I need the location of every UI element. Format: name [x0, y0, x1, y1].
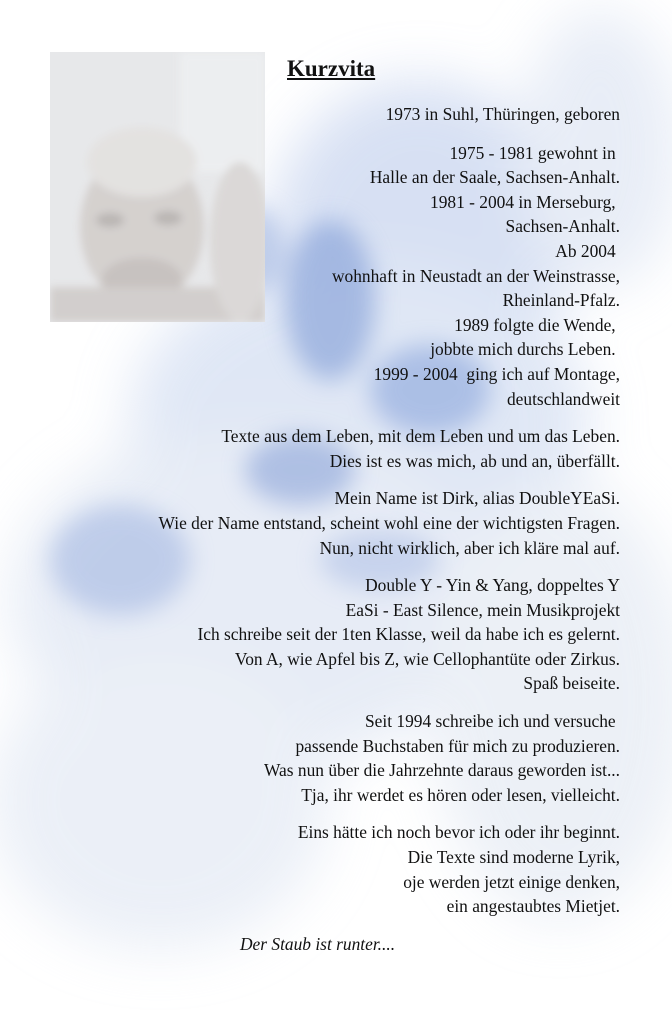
paragraph-line: Dies ist es was mich, ab und an, überfällt. — [329, 450, 620, 471]
bio-line: Halle an der Saale, Sachsen-Anhalt. — [369, 167, 620, 188]
page-title: Kurzvita — [287, 56, 376, 81]
bio-line: deutschlandweit — [506, 388, 620, 409]
paragraph-line: Wie der Name entstand, scheint wohl eine der wichtigsten Fragen. — [158, 512, 620, 533]
paragraph-line: Nun, nicht wirklich, aber ich kläre mal auf. — [319, 537, 620, 558]
closing-line: Der Staub ist runter.... — [240, 934, 396, 954]
bio-line: Rheinland-Pfalz. — [502, 290, 620, 311]
paragraph-line: Was nun über die Jahrzehnte daraus geworden ist... — [264, 760, 620, 781]
paragraph-line: Double Y - Yin & Yang, doppeltes Y — [365, 575, 620, 596]
paragraph-line: Von A, wie Apfel bis Z, wie Cellophantüte oder Zirkus. — [234, 648, 620, 669]
bio-line: 1999 - 2004 ging ich auf Montage, — [373, 363, 620, 384]
bio-line: wohnhaft in Neustadt an der Weinstrasse, — [331, 265, 620, 286]
paragraph-line: Seit 1994 schreibe ich und versuche — [365, 711, 620, 732]
paragraph-line: Mein Name ist Dirk, alias DoubleYEaSi. — [334, 488, 620, 509]
paragraph-line: passende Buchstaben für mich zu produzieren. — [295, 735, 620, 756]
paragraph-line: oje werden jetzt einige denken, — [403, 871, 620, 892]
paragraph-line: Die Texte sind moderne Lyrik, — [407, 847, 620, 868]
bio-line: jobbte mich durchs Leben. — [430, 339, 620, 360]
bio-line: Sachsen-Anhalt. — [505, 216, 620, 237]
bio-line: 1989 folgte die Wende, — [454, 314, 620, 335]
paragraph-line: Spaß beiseite. — [523, 673, 620, 694]
paragraph-line: Ich schreibe seit der 1ten Klasse, weil da habe ich es gelernt. — [197, 624, 620, 645]
paragraph-line: EaSi - East Silence, mein Musikprojekt — [345, 599, 620, 620]
bio-line: Ab 2004 — [555, 240, 620, 261]
paragraph-line: ein angestaubtes Mietjet. — [446, 896, 620, 917]
biography-text — [20, 102, 620, 919]
paragraph-line: Tja, ihr werdet es hören oder lesen, vielleicht. — [301, 784, 620, 805]
birth-line: 1973 in Suhl, Thüringen, geboren — [385, 104, 620, 124]
paragraph-line: Eins hätte ich noch bevor ich oder ihr beginnt. — [297, 822, 620, 843]
bio-line: 1975 - 1981 gewohnt in — [449, 142, 620, 163]
bio-line: 1981 - 2004 in Merseburg, — [430, 191, 620, 212]
paragraph-line: Texte aus dem Leben, mit dem Leben und um das Leben. — [221, 426, 620, 447]
